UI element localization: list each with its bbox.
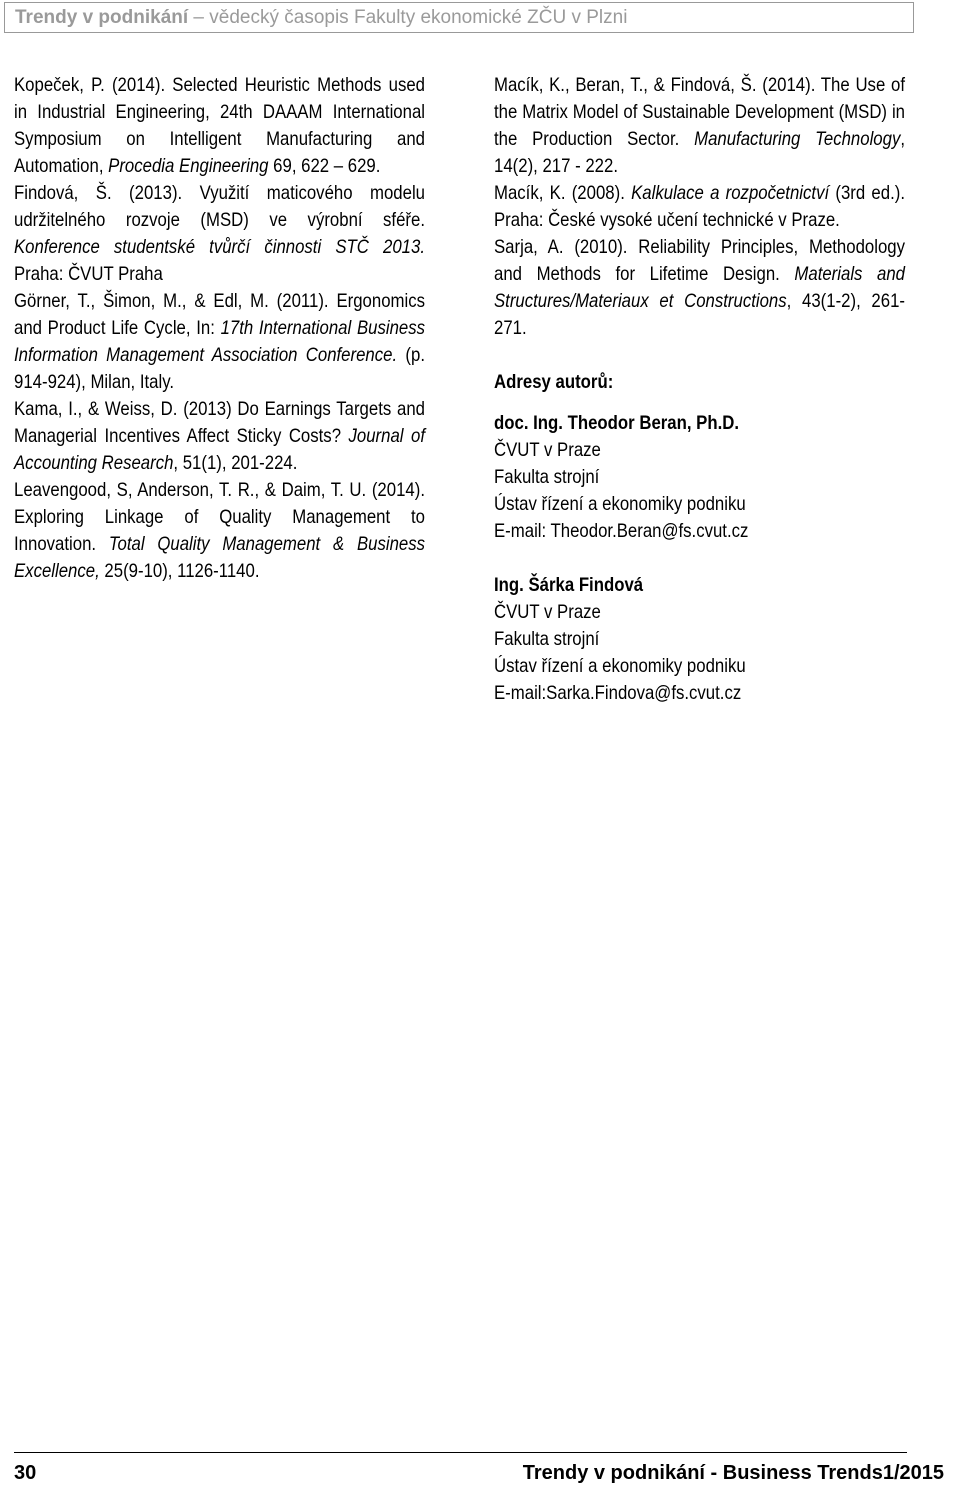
- reference-entry: Leavengood, S, Anderson, T. R., & Daim, T. U. (2014). Exploring Linkage of Quality Management to Innovation. Total Quality Management & Business Excellence, 25(9-10), 1126-1140.: [14, 479, 425, 582]
- author-faculty: Fakulta strojní: [494, 466, 600, 488]
- reference-entry: Macík, K. (2008). Kalkulace a rozpočetnictví (3rd ed.). Praha: České vysoké učení technické v Praze.: [494, 182, 905, 231]
- author-email: E-mail: Theodor.Beran@fs.cvut.cz: [494, 520, 749, 542]
- running-header: [4, 2, 914, 33]
- footer-journal-title: Trendy v podnikání - Business Trends1/2015: [522, 1462, 944, 1484]
- reference-entry: Sarja, A. (2010). Reliability Principles, Methodology and Methods for Lifetime Design. Materials and Structures/Materiaux et Constructions, 43(1-2), 261-271.: [494, 236, 905, 339]
- header-journal-name: Trendy v podnikání: [15, 7, 189, 28]
- page-number: 30: [14, 1462, 37, 1484]
- reference-entry: Findová, Š. (2013). Využití maticového modelu udržitelného rozvoje (MSD) ve výrobní sféře. Konference studentské tvůrčí činnosti STČ 2013. Praha: ČVUT Praha: [14, 182, 425, 285]
- author-name: Ing. Šárka Findová: [494, 574, 644, 596]
- references-right-column: [494, 72, 905, 707]
- author-department: Ústav řízení a ekonomiky podniku: [494, 493, 746, 515]
- author-institution: ČVUT v Praze: [494, 601, 601, 623]
- header-journal-description: – vědecký časopis Fakulty ekonomické ZČU v Plzni: [188, 7, 628, 28]
- reference-entry: Kopeček, P. (2014). Selected Heuristic Methods used in Industrial Engineering, 24th DAAAM International Symposium on Intelligent Manufacturing and Automation, Procedia Engineering 69, 622 – 629.: [14, 74, 425, 177]
- author-block: [494, 572, 905, 707]
- footer-divider: [14, 1452, 907, 1453]
- author-department: Ústav řízení a ekonomiky podniku: [494, 655, 746, 677]
- references-left-column: [14, 72, 425, 585]
- authors-section-title: Adresy autorů:: [494, 371, 614, 393]
- reference-entry: Görner, T., Šimon, M., & Edl, M. (2011). Ergonomics and Product Life Cycle, In: 17th International Business Information Management Association Conference. (p. 914-924), Milan, Italy.: [14, 290, 425, 393]
- author-email: E-mail:Sarka.Findova@fs.cvut.cz: [494, 682, 742, 704]
- author-institution: ČVUT v Praze: [494, 439, 601, 461]
- author-name: doc. Ing. Theodor Beran, Ph.D.: [494, 412, 740, 434]
- author-faculty: Fakulta strojní: [494, 628, 600, 650]
- reference-entry: Kama, I., & Weiss, D. (2013) Do Earnings Targets and Managerial Incentives Affect Sticky Costs? Journal of Accounting Research, 51(1), 201-224.: [14, 398, 425, 474]
- author-block: [494, 410, 905, 545]
- reference-entry: Macík, K., Beran, T., & Findová, Š. (2014). The Use of the Matrix Model of Sustainable Development (MSD) in the Production Sector. Manufacturing Technology, 14(2), 217 - 222.: [494, 74, 905, 177]
